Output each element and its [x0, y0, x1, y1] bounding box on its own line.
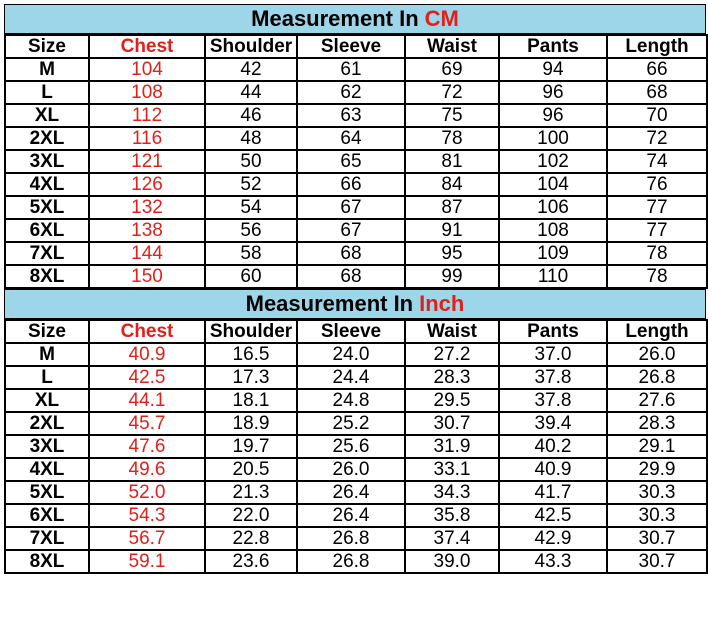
length-cell: 78	[607, 265, 707, 288]
waist-cell: 35.8	[405, 504, 499, 527]
length-cell: 27.6	[607, 389, 707, 412]
column-header-length: Length	[607, 35, 707, 58]
sleeve-cell: 64	[297, 127, 405, 150]
table-row	[5, 435, 707, 458]
chest-cell: 56.7	[89, 527, 205, 550]
shoulder-cell: 18.9	[205, 412, 297, 435]
sleeve-cell: 67	[297, 219, 405, 242]
chest-cell: 126	[89, 173, 205, 196]
pants-cell: 108	[499, 219, 607, 242]
table-row	[5, 343, 707, 366]
length-cell: 68	[607, 81, 707, 104]
size-cell: XL	[5, 389, 89, 412]
table-row	[5, 173, 707, 196]
size-cell: 4XL	[5, 173, 89, 196]
column-header-waist: Waist	[405, 320, 499, 343]
chest-cell: 150	[89, 265, 205, 288]
chest-cell: 112	[89, 104, 205, 127]
sleeve-cell: 68	[297, 242, 405, 265]
waist-cell: 75	[405, 104, 499, 127]
size-cell: M	[5, 58, 89, 81]
waist-cell: 27.2	[405, 343, 499, 366]
column-header-chest: Chest	[89, 320, 205, 343]
waist-cell: 72	[405, 81, 499, 104]
waist-cell: 29.5	[405, 389, 499, 412]
shoulder-cell: 60	[205, 265, 297, 288]
chest-cell: 104	[89, 58, 205, 81]
sleeve-cell: 62	[297, 81, 405, 104]
sleeve-cell: 24.8	[297, 389, 405, 412]
column-header-shoulder: Shoulder	[205, 320, 297, 343]
size-cell: 8XL	[5, 550, 89, 573]
table-row	[5, 550, 707, 573]
size-cell: 2XL	[5, 412, 89, 435]
size-cell: M	[5, 343, 89, 366]
waist-cell: 99	[405, 265, 499, 288]
chest-cell: 132	[89, 196, 205, 219]
sleeve-cell: 25.2	[297, 412, 405, 435]
size-cell: 4XL	[5, 458, 89, 481]
length-cell: 78	[607, 242, 707, 265]
table-row	[5, 389, 707, 412]
waist-cell: 69	[405, 58, 499, 81]
length-cell: 70	[607, 104, 707, 127]
waist-cell: 78	[405, 127, 499, 150]
size-cell: XL	[5, 104, 89, 127]
pants-cell: 110	[499, 265, 607, 288]
length-cell: 66	[607, 58, 707, 81]
shoulder-cell: 46	[205, 104, 297, 127]
sleeve-cell: 26.4	[297, 504, 405, 527]
shoulder-cell: 18.1	[205, 389, 297, 412]
shoulder-cell: 50	[205, 150, 297, 173]
size-cell: 3XL	[5, 150, 89, 173]
size-cell: 3XL	[5, 435, 89, 458]
chest-cell: 59.1	[89, 550, 205, 573]
table-row	[5, 81, 707, 104]
section-title-unit: Inch	[419, 291, 465, 316]
sleeve-cell: 26.0	[297, 458, 405, 481]
size-cell: 6XL	[5, 504, 89, 527]
pants-cell: 42.5	[499, 504, 607, 527]
table-row	[5, 219, 707, 242]
chest-cell: 52.0	[89, 481, 205, 504]
column-header-chest: Chest	[89, 35, 205, 58]
table-row	[5, 481, 707, 504]
sleeve-cell: 61	[297, 58, 405, 81]
pants-cell: 37.0	[499, 343, 607, 366]
pants-cell: 96	[499, 104, 607, 127]
size-cell: 7XL	[5, 242, 89, 265]
sleeve-cell: 63	[297, 104, 405, 127]
shoulder-cell: 21.3	[205, 481, 297, 504]
length-cell: 72	[607, 127, 707, 150]
chest-cell: 138	[89, 219, 205, 242]
size-chart	[4, 4, 706, 574]
waist-cell: 95	[405, 242, 499, 265]
shoulder-cell: 16.5	[205, 343, 297, 366]
pants-cell: 39.4	[499, 412, 607, 435]
pants-cell: 109	[499, 242, 607, 265]
length-cell: 26.0	[607, 343, 707, 366]
shoulder-cell: 17.3	[205, 366, 297, 389]
table-row	[5, 196, 707, 219]
pants-cell: 40.9	[499, 458, 607, 481]
table-row	[5, 104, 707, 127]
waist-cell: 31.9	[405, 435, 499, 458]
length-cell: 77	[607, 196, 707, 219]
section-title-unit: CM	[424, 6, 459, 31]
shoulder-cell: 54	[205, 196, 297, 219]
sleeve-cell: 26.4	[297, 481, 405, 504]
pants-cell: 42.9	[499, 527, 607, 550]
waist-cell: 28.3	[405, 366, 499, 389]
chest-cell: 40.9	[89, 343, 205, 366]
shoulder-cell: 20.5	[205, 458, 297, 481]
pants-cell: 41.7	[499, 481, 607, 504]
length-cell: 76	[607, 173, 707, 196]
pants-cell: 100	[499, 127, 607, 150]
shoulder-cell: 22.8	[205, 527, 297, 550]
header-row	[5, 35, 707, 58]
length-cell: 30.3	[607, 481, 707, 504]
shoulder-cell: 52	[205, 173, 297, 196]
length-cell: 26.8	[607, 366, 707, 389]
waist-cell: 87	[405, 196, 499, 219]
size-cell: 6XL	[5, 219, 89, 242]
column-header-pants: Pants	[499, 320, 607, 343]
chest-cell: 54.3	[89, 504, 205, 527]
sleeve-cell: 24.0	[297, 343, 405, 366]
pants-cell: 102	[499, 150, 607, 173]
sleeve-cell: 25.6	[297, 435, 405, 458]
shoulder-cell: 22.0	[205, 504, 297, 527]
sleeve-cell: 65	[297, 150, 405, 173]
column-header-sleeve: Sleeve	[297, 320, 405, 343]
shoulder-cell: 56	[205, 219, 297, 242]
section-title-text: Measurement In	[251, 6, 419, 31]
column-header-sleeve: Sleeve	[297, 35, 405, 58]
column-header-pants: Pants	[499, 35, 607, 58]
column-header-waist: Waist	[405, 35, 499, 58]
size-cell: 5XL	[5, 481, 89, 504]
size-cell: 5XL	[5, 196, 89, 219]
size-cell: L	[5, 366, 89, 389]
length-cell: 74	[607, 150, 707, 173]
table-row	[5, 58, 707, 81]
column-header-size: Size	[5, 35, 89, 58]
pants-cell: 43.3	[499, 550, 607, 573]
chest-cell: 42.5	[89, 366, 205, 389]
sleeve-cell: 66	[297, 173, 405, 196]
shoulder-cell: 19.7	[205, 435, 297, 458]
table-row	[5, 458, 707, 481]
chest-cell: 45.7	[89, 412, 205, 435]
measurement-table	[4, 34, 708, 289]
chest-cell: 49.6	[89, 458, 205, 481]
measurement-table	[4, 319, 708, 574]
length-cell: 77	[607, 219, 707, 242]
pants-cell: 37.8	[499, 389, 607, 412]
waist-cell: 39.0	[405, 550, 499, 573]
header-row	[5, 320, 707, 343]
chest-cell: 144	[89, 242, 205, 265]
column-header-length: Length	[607, 320, 707, 343]
table-row	[5, 150, 707, 173]
length-cell: 30.7	[607, 550, 707, 573]
table-row	[5, 366, 707, 389]
pants-cell: 104	[499, 173, 607, 196]
shoulder-cell: 44	[205, 81, 297, 104]
chest-cell: 47.6	[89, 435, 205, 458]
table-row	[5, 127, 707, 150]
column-header-shoulder: Shoulder	[205, 35, 297, 58]
column-header-size: Size	[5, 320, 89, 343]
pants-cell: 106	[499, 196, 607, 219]
chest-cell: 121	[89, 150, 205, 173]
pants-cell: 40.2	[499, 435, 607, 458]
sleeve-cell: 26.8	[297, 550, 405, 573]
chest-cell: 44.1	[89, 389, 205, 412]
sleeve-cell: 24.4	[297, 366, 405, 389]
sleeve-cell: 68	[297, 265, 405, 288]
waist-cell: 37.4	[405, 527, 499, 550]
sleeve-cell: 26.8	[297, 527, 405, 550]
length-cell: 29.1	[607, 435, 707, 458]
sleeve-cell: 67	[297, 196, 405, 219]
shoulder-cell: 23.6	[205, 550, 297, 573]
length-cell: 30.7	[607, 527, 707, 550]
length-cell: 28.3	[607, 412, 707, 435]
size-cell: 8XL	[5, 265, 89, 288]
size-cell: 7XL	[5, 527, 89, 550]
waist-cell: 33.1	[405, 458, 499, 481]
shoulder-cell: 58	[205, 242, 297, 265]
size-cell: 2XL	[5, 127, 89, 150]
section-title	[4, 289, 706, 319]
section-title	[4, 4, 706, 34]
waist-cell: 34.3	[405, 481, 499, 504]
table-row	[5, 504, 707, 527]
pants-cell: 37.8	[499, 366, 607, 389]
shoulder-cell: 42	[205, 58, 297, 81]
pants-cell: 94	[499, 58, 607, 81]
length-cell: 30.3	[607, 504, 707, 527]
length-cell: 29.9	[607, 458, 707, 481]
table-row	[5, 527, 707, 550]
table-row	[5, 242, 707, 265]
table-row	[5, 412, 707, 435]
pants-cell: 96	[499, 81, 607, 104]
waist-cell: 84	[405, 173, 499, 196]
waist-cell: 81	[405, 150, 499, 173]
section-title-text: Measurement In	[245, 291, 414, 316]
table-row	[5, 265, 707, 288]
size-cell: L	[5, 81, 89, 104]
waist-cell: 30.7	[405, 412, 499, 435]
chest-cell: 108	[89, 81, 205, 104]
chest-cell: 116	[89, 127, 205, 150]
waist-cell: 91	[405, 219, 499, 242]
shoulder-cell: 48	[205, 127, 297, 150]
